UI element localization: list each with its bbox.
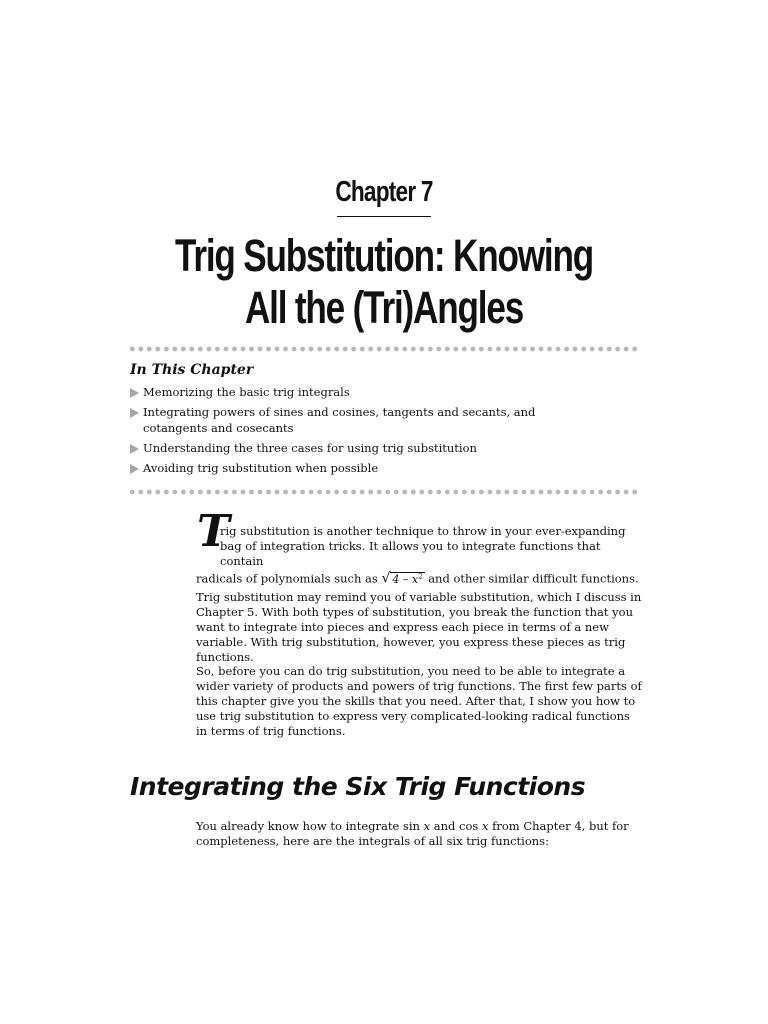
list-item <box>130 441 600 457</box>
intro-paragraph-1 <box>196 524 642 587</box>
chapter-title-line-2: All the (Tri)Angles <box>244 282 524 333</box>
chapter-title <box>0 230 768 334</box>
list-item-text: Avoiding trig substitution when possible <box>143 460 379 475</box>
list-item <box>130 385 600 401</box>
list-item-text: Understanding the three cases for using trig substitution <box>143 440 477 455</box>
triangle-bullet-icon <box>130 444 139 454</box>
intro-line-3-end: and other similar difficult functions. <box>428 571 639 586</box>
intro-line-3-start: radicals of polynomials such as <box>196 571 378 586</box>
radicand-exponent: 2 <box>418 572 423 580</box>
chapter-title-line-1: Trig Substitution: Knowing <box>174 230 594 281</box>
section-text-c: from Chapter 4, but for completeness, here are the integrals of all six trig functions: <box>196 819 629 848</box>
section-paragraph <box>196 819 642 849</box>
intro-paragraph-2: Trig substitution may remind you of variable substitution, which I discuss in Chapter 5. With both types of substitution, you break the function that you want to integrate into pieces and express each piece in terms of a new variable. With trig substitution, however, you express these pieces as trig functions. <box>196 590 642 664</box>
radical-expression <box>381 569 424 587</box>
variable-x: x <box>481 819 489 833</box>
intro-line-1: rig substitution is another technique to throw in your ever-expanding <box>220 524 626 538</box>
in-this-chapter-heading: In This Chapter <box>130 362 254 378</box>
triangle-bullet-icon <box>130 408 139 418</box>
list-item <box>130 405 600 436</box>
triangle-bullet-icon <box>130 388 139 398</box>
intro-line-3 <box>196 569 642 587</box>
variable-x: x <box>423 819 431 833</box>
section-text-b: and cos <box>430 819 482 833</box>
section-text-a: You already know how to integrate sin <box>196 819 424 833</box>
intro-line-2: bag of integration tricks. It allows you to integrate functions that contain <box>220 539 601 568</box>
dotted-divider-bottom <box>128 488 640 496</box>
intro-paragraph-3: So, before you can do trig substitution, you need to be able to integrate a wider variety of products and powers of trig functions. The first few parts of this chapter give you the skills that you need. After that, I show you how to use trig substitution to express very complicated-looking radical functions in terms of trig functions. <box>196 664 642 738</box>
list-item-text: Integrating powers of sines and cosines, tangents and secants, and cotangents and cosecants <box>143 405 536 435</box>
section-heading: Integrating the Six Trig Functions <box>130 772 586 801</box>
dotted-divider-top <box>128 345 640 353</box>
triangle-bullet-icon <box>130 464 139 474</box>
list-item <box>130 461 600 477</box>
drop-cap: T <box>197 506 230 557</box>
chapter-label-rule <box>337 216 431 217</box>
in-this-chapter-list <box>130 385 600 481</box>
radicand <box>390 572 424 586</box>
chapter-label: Chapter 7 <box>335 176 433 208</box>
square-root-sign: √ <box>381 570 391 587</box>
list-item-text: Memorizing the basic trig integrals <box>143 385 350 399</box>
radicand-text: 4 – x <box>392 572 419 586</box>
